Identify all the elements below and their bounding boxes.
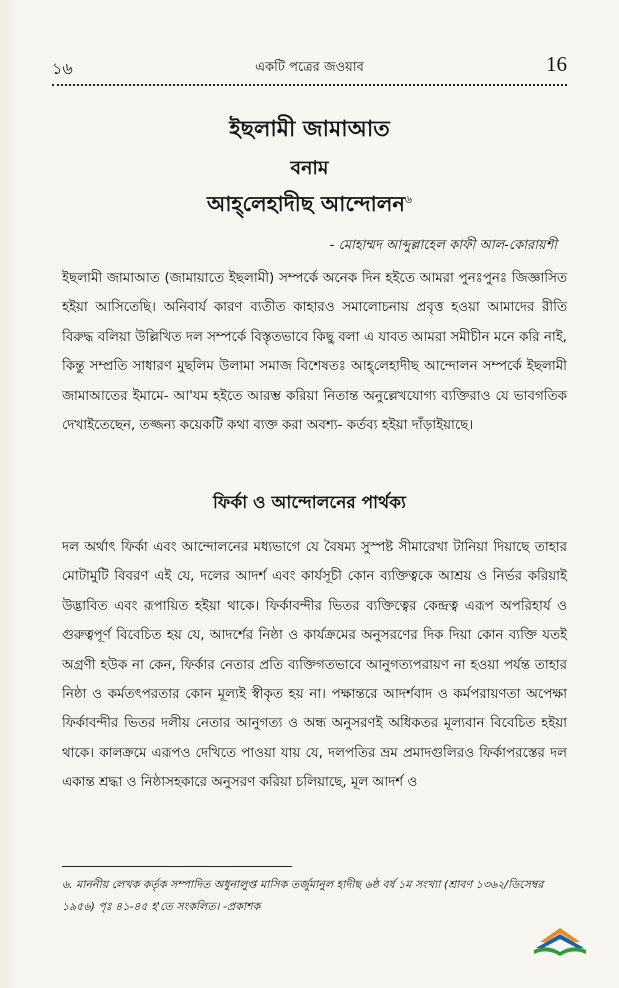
logo-green-book — [534, 947, 586, 956]
article-title-line2: বনাম — [290, 157, 329, 179]
publisher-logo-icon — [530, 918, 590, 962]
header-dotted-rule — [52, 84, 567, 86]
author-line: - মোহাম্মদ আব্দুল্লাহেল কাফী আল-কোরায়শী — [329, 238, 557, 253]
running-header — [52, 52, 567, 80]
footnote-rule — [62, 866, 292, 867]
article-title-text: আহ্‌লেহাদীছ আন্দোলন — [206, 192, 405, 216]
article-title-line1: ইছলামী জামাআত — [229, 117, 390, 142]
paragraph-intro: ইছলামী জামাআত (জামায়াতে ইছলামী) সম্পর্কে অনেক দিন হইতে আমরা পুনঃপুনঃ জিজ্ঞাসিত হইয়া আসিতেছি। অনিবার্য কারণ ব্যতীত কাহারও সমালোচনায় প্রবৃত্ত হওয়া আমাদের রীতি বিরুদ্ধ বলিয়া উল্লিখিত দল সম্পর্কে বিস্তৃতভাবে কিছু বলা এ যাবত আমরা সমীচীন মনে করি নাই, কিন্তু সম্প্রতি সাধারণ মুছলিম উলামা সমাজ বিশেষতঃ আহ্‌লেহাদীছ আন্দোলন সম্পর্কে ইছলামী জামাআতের ইমামে- আ'যম হইতে আরম্ভ করিয়া নিতান্ত অনুল্লেখযোগ্য ব্যক্তিরাও যে ভাবগতিক দেখাইতেছেন, তজ্জন্য কয়েকটি কথা ব্যক্ত করা অবশ্য- কর্তব্য হইয়া দাঁড়াইয়াছে। — [62, 271, 567, 434]
footnote-marker: ৬ — [404, 193, 413, 206]
footnote-text: ৬. মাননীয় লেখক কর্তৃক সম্পাদিত অধুনালুপ্ত মাসিক তর্জুমানুল হাদীছ ৬ষ্ঠ বর্ষ ১ম সংখ্যা (শ্রাবণ ১৩৬২/ডিসেম্বর ১৯৫৬) পৃঃ ৪১-৪৫ হ'তে সংকলিত। -প্রকাশক — [62, 878, 544, 913]
article-title-line3 — [0, 188, 619, 223]
paragraph-difference: দল অর্থাৎ ফির্কা এবং আন্দোলনের মধ্যভাগে যে বৈষম্য সুস্পষ্ট সীমারেখা টানিয়া দিয়াছে তাহার মোটামুটি বিবরণ এই যে, দলের আদর্শ এবং কার্যসূচী কোন ব্যক্তিত্বকে আশ্রয় ও নির্ভর করিয়াই উদ্ভাবিত এবং রূপায়িত হইয়া থাকে। ফির্কাবন্দীর ভিতর ব্যক্তিত্বের কেন্দ্রত্ব এরূপ অপরিহার্য ও গুরুত্বপূর্ণ বিবেচিত হয় যে, আদর্শের নিষ্ঠা ও কার্যক্রমের অনুসরণের দিক দিয়া কোন ব্যক্তি যতই অগ্রণী হউক না কেন, ফির্কার নেতার প্রতি ব্যক্তিগতভাবে আনুগত্যপরায়ণ না হওয়া পর্যন্ত তাহার নিষ্ঠা ও কর্মতৎপরতার কোন মূল্যই স্বীকৃত হয় না। পক্ষান্তরে আদর্শবাদ ও কর্মপরায়ণতা অপেক্ষা ফির্কাবন্দীর ভিতর দলীয় নেতার আনুগত্য ও অন্ধ অনুসরণই অধিকতর মূল্যবান বিবেচিত হইয়া থাকে। কালক্রমে এরূপও দেখিতে পাওয়া যায় যে, দলপতির ভ্রম প্রমাদগুলিরও ফির্কাপরস্তের দল একান্ত শ্রদ্ধা ও নিষ্ঠাসহকারে অনুসরণ করিয়া চলিয়াছে, মূল আদর্শ ও — [62, 540, 567, 791]
page-number-bengali: ১৬ — [52, 59, 73, 78]
running-title: একটি পত্রের জওয়াব — [255, 60, 364, 75]
page-number-latin: 16 — [546, 52, 567, 76]
section-heading: ফির্কা ও আন্দোলনের পার্থক্য — [213, 493, 406, 513]
